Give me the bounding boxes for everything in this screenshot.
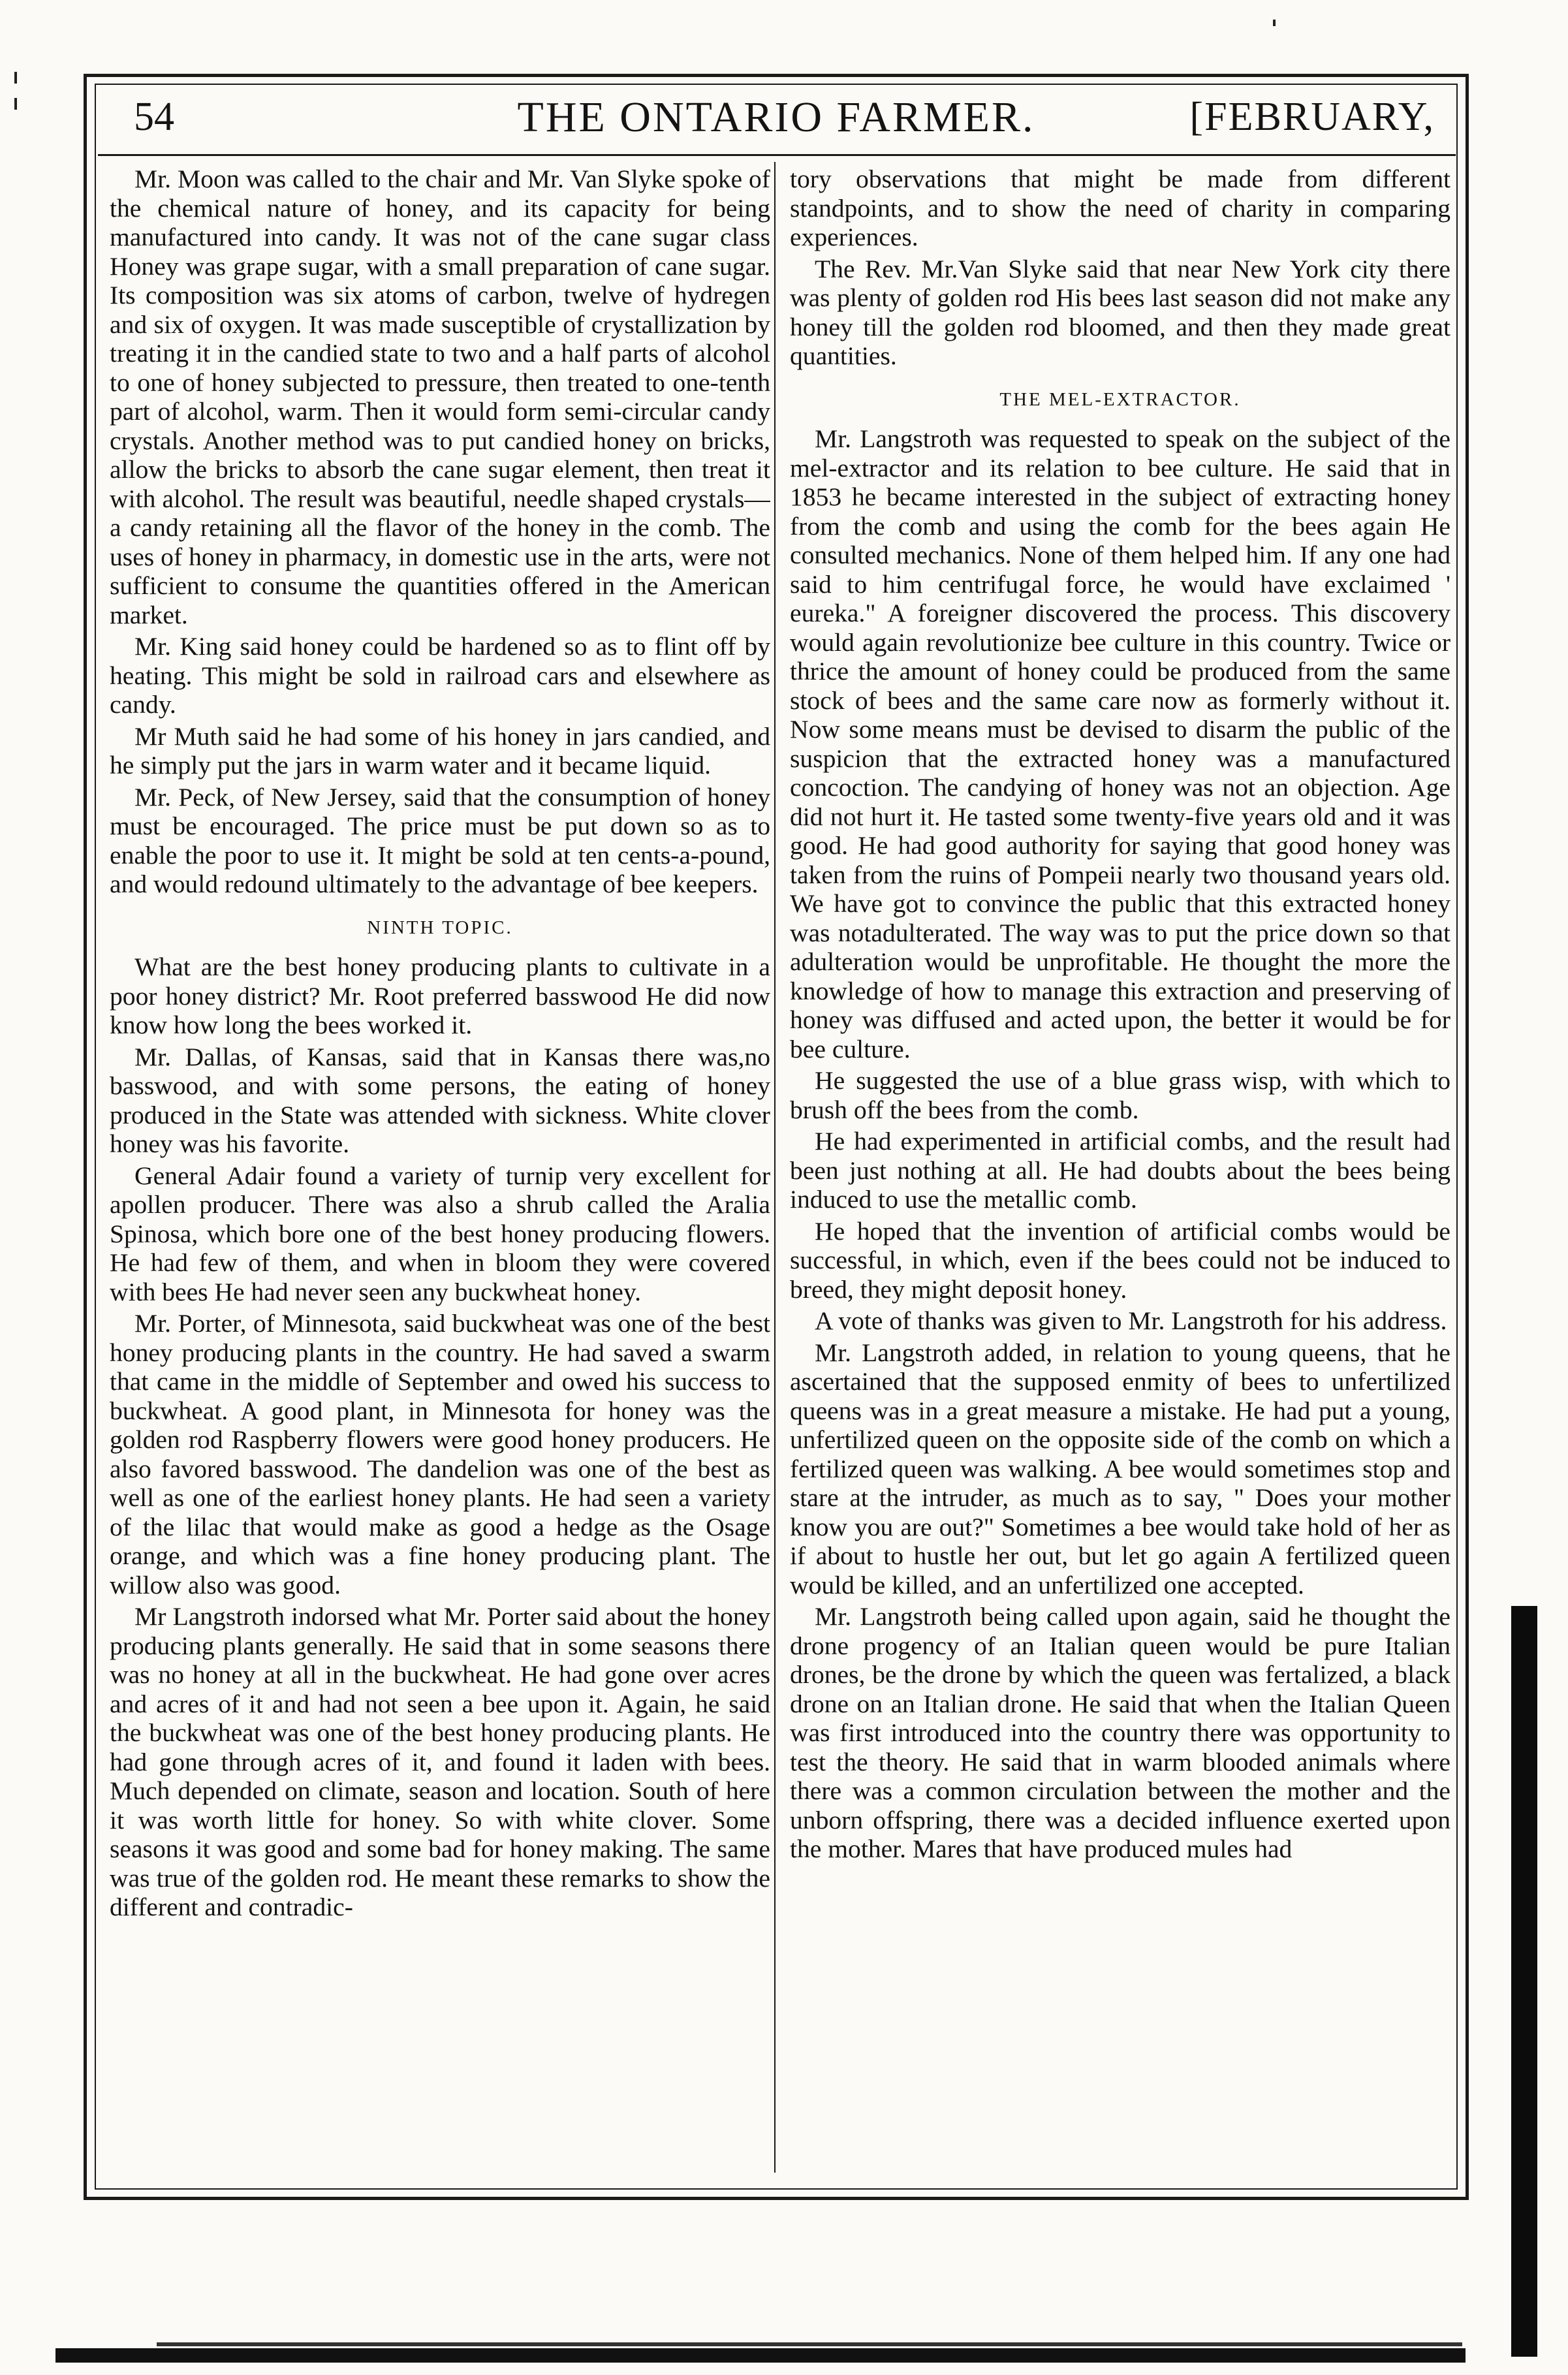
paragraph: Mr. Langstroth added, in relation to young queens, that he ascertained that the supposed enmity of bees to unfertilized queens was in a great measure a mistake. He had put a young, unfertilized queen on the opposite side of the comb on which a fertilized queen was walking. A bee would sometimes stop and stare at the intruder, as much as to say, " Does your mother know you are out?" Sometimes a bee would take hold of her as if about to hustle her out, but let go again A fertilized queen would be killed, and an unfertilized one accepted. [790,1338,1450,1599]
header-rule [98,154,1456,156]
section-heading-ninth-topic: NINTH TOPIC. [367,917,513,938]
section-heading-mel-extractor: THE MEL-EXTRACTOR. [999,388,1241,410]
right-column [790,165,1450,2182]
paragraph: Mr Muth said he had some of his honey in jars candied, and he simply put the jars in warm water and it became liquid. [110,721,770,779]
margin-mark [1273,20,1276,26]
margin-mark [14,98,17,110]
paragraph: He had experimented in artificial combs, and the result had been just nothing at all. He had doubts about the bees being induced to use the metallic comb. [790,1127,1450,1214]
paragraph: Mr. Langstroth was requested to speak on the subject of the mel-extractor and its relation to bee culture. He said that in 1853 he became interested in the subject of extracting honey from the comb and using the comb for the bees again He consulted mechanics. None of them helped him. If any one had said to him centrifugal force, he would have exclaimed ' eureka." A foreigner discovered the process. This discovery would again revolutionize bee culture in this country. Twice or thrice the amount of honey could be produced from the same stock of bees and the same care now as formerly without it. Now some means must be devised to disarm the public of the suspicion that the extracted honey was a manufactured concoction. The candying of honey was not an objection. Age did not hurt it. He tasted some twenty-five years old and it was good. He had good authority for saying that good honey was taken from the ruins of Pompeii nearly two thousand years old. We have got to convince the public that this extracted honey was notadulterated. The way was to put the price down so that adulteration would be unprofitable. He thought the more the knowledge of how to manage this extraction and preserving of honey was diffused and acted upon, the better it would be for bee culture. [790,424,1450,1063]
running-title: THE ONTARIO FARMER. [517,93,1035,141]
paragraph: Mr. Langstroth being called upon again, said he thought the drone progency of an Italian queen would be pure Italian drones, be the drone by which the queen was fertalized, a black drone on an Italian drone. He said that when the Italian Queen was first introduced into the country there was opportunity to test the theory. He said that in warm blooded animals where there was a common circulation between the mother and the unborn offspring, there was a decided influence exerted upon the mother. Mares that have produced mules had [790,1602,1450,1863]
paragraph: The Rev. Mr.Van Slyke said that near New York city there was plenty of golden rod His bees last season did not make any honey till the golden rod bloomed, and then they made great quantities. [790,254,1450,370]
page-header [104,89,1448,154]
paragraph: He suggested the use of a blue grass wisp, with which to brush off the bees from the comb. [790,1066,1450,1124]
paragraph: What are the best honey producing plants to cultivate in a poor honey district? Mr. Root preferred basswood He did now know how long the bees worked it. [110,952,770,1039]
paragraph: Mr. Dallas, of Kansas, said that in Kansas there was,no basswood, and with some persons, the eating of honey produced in the State was attended with sickness. White clover honey was his favorite. [110,1042,770,1158]
paragraph: A vote of thanks was given to Mr. Langstroth for his address. [815,1306,1447,1335]
scan-bottom-edge [55,2348,1466,2363]
paragraph: Mr Langstroth indorsed what Mr. Porter said about the honey producing plants generally. He said that in some seasons there was no honey at all in the buckwheat. He had gone over acres and acres of it and had not seen a bee upon it. Again, he said the buckwheat was one of the best honey producing plants. He had gone through acres of it, and found it laden with bees. Much depended on climate, season and location. South of here it was worth little for honey. So with white clover. Some seasons it was good and some bad for honey making. The same was true of the golden rod. He meant these remarks to show the different and contradic- [110,1602,770,1921]
paragraph: Mr. Moon was called to the chair and Mr. Van Slyke spoke of the chemical nature of honey, and its capacity for being manufactured into candy. It was not of the cane sugar class Honey was grape sugar, with a small preparation of cane sugar. Its composition was six atoms of carbon, twelve of hydregen and six of oxygen. It was made susceptible of crystallization by treating it in the candied state to two and a half parts of alcohol to one of honey subjected to pressure, then treated to one-tenth part of alcohol, warm. Then it would form semi-circular candy crystals. Another method was to put candied honey on bricks, allow the bricks to absorb the cane sugar element, then treat it with alcohol. The result was beautiful, needle shaped crystals—a candy retaining all the flavor of the honey in the comb. The uses of honey in pharmacy, in domestic use in the arts, were not sufficient to consume the quantities offered in the American market. [110,165,770,629]
paragraph: Mr. King said honey could be hardened so as to flint off by heating. This might be sold in railroad cars and elsewhere as candy. [110,632,770,719]
margin-mark [14,72,17,84]
paragraph: tory observations that might be made from different standpoints, and to show the need of charity in comparing experiences. [790,165,1450,251]
issue-month: [FEBRUARY, [1189,95,1435,139]
paragraph: He hoped that the invention of artificial combs would be successful, in which, even if the bees could not be induced to breed, they might deposit honey. [790,1216,1450,1304]
scan-edge-shadow [1511,1606,1537,2357]
paragraph: Mr. Peck, of New Jersey, said that the consumption of honey must be encouraged. The price must be put down so as to enable the poor to use it. It might be sold at ten cents-a-pound, and would redound ultimately to the advantage of bee keepers. [110,782,770,898]
page-number: 54 [134,95,174,139]
paragraph: General Adair found a variety of turnip very excellent for apollen producer. There was also a shrub called the Aralia Spinosa, which bore one of the best honey producing flowers. He had few of them, and when in bloom they were covered with bees He had never seen any buckwheat honey. [110,1161,770,1306]
left-column [110,165,770,2182]
column-divider [774,162,776,2173]
paragraph: Mr. Porter, of Minnesota, said buckwheat was one of the best honey producing plants in the country. He had saved a swarm that came in the middle of September and owed his success to buckwheat. A good plant, in Minnesota for honey was the golden rod Raspberry flowers were good honey producers. He also favored basswood. The dandelion was one of the best as well as one of the earliest honey plants. He had seen a variety of the lilac that would make as good a hedge as the Osage orange, and which was a fine honey producing plant. The willow also was good. [110,1309,770,1599]
footer-rule [157,2342,1462,2346]
